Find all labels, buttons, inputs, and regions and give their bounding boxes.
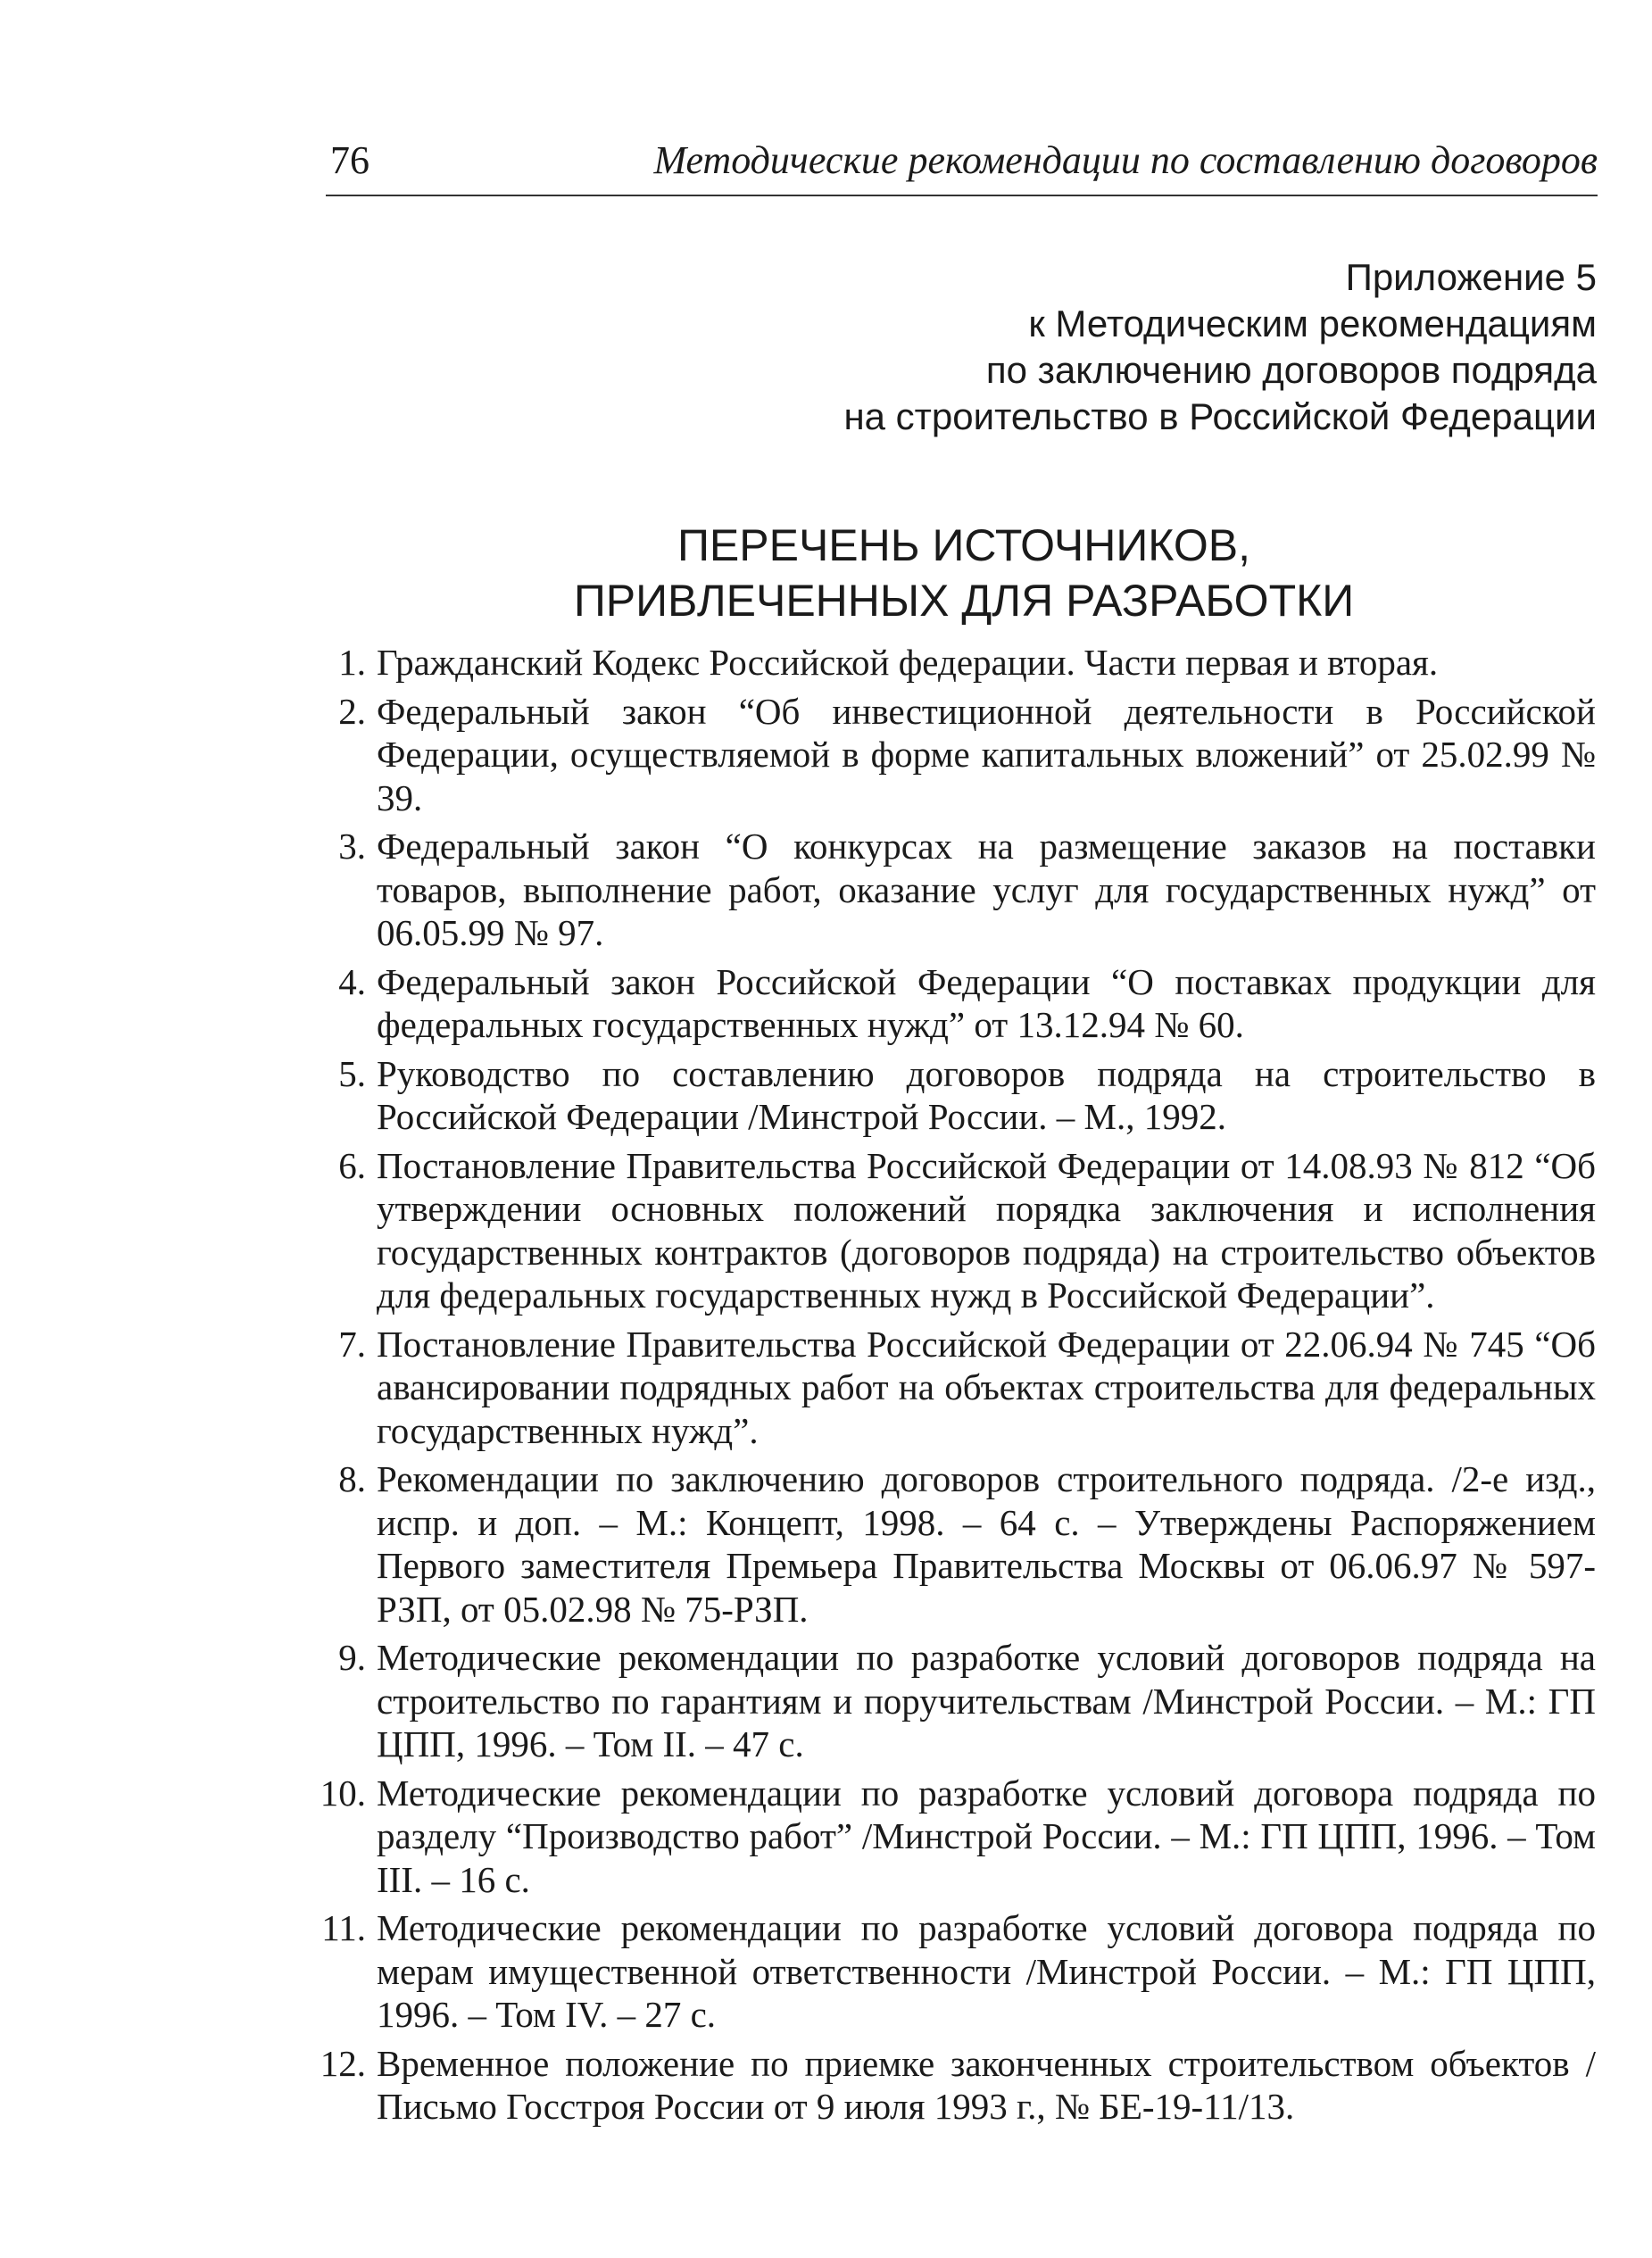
item-number: 9. (338, 1637, 366, 1678)
item-number: 3. (338, 826, 366, 867)
item-number: 2. (338, 690, 366, 732)
item-number: 10. (320, 1772, 366, 1814)
appendix-caption (843, 254, 1597, 440)
item-text: Методические рекомендации по разработке условий договора подряда по разделу “Производство работ” /Минстрой России. – М.: ГП ЦПП, 1996. – Том III. – 16 с. (377, 1772, 1596, 1900)
item-number: 4. (338, 960, 366, 1002)
sources-list (303, 641, 1596, 2134)
item-number: 8. (338, 1458, 366, 1499)
running-header (330, 134, 1598, 187)
item-text: Временное положение по приемке законченных строительством объектов /Письмо Госстроя России от 9 июля 1993 г., № БЕ-19-11/13. (377, 2042, 1596, 2127)
item-number: 5. (338, 1052, 366, 1094)
list-item (303, 641, 1596, 685)
list-item (303, 690, 1596, 820)
page-title (330, 518, 1598, 628)
running-title: Методические рекомендации по составлению договоров (653, 138, 1598, 182)
item-number: 6. (338, 1144, 366, 1186)
item-text: Постановление Правительства Российской Федерации от 14.08.93 № 812 “Об утверждении основных положений порядка заключения и исполнения государственных контрактов (договоров подряда) на строительство объектов для федеральных государственных нужд в Российской Федерации”. (377, 1144, 1596, 1316)
title-line: ПЕРЕЧЕНЬ ИСТОЧНИКОВ, (677, 520, 1251, 570)
appendix-line: к Методическим рекомендациям (1028, 303, 1597, 345)
list-item (303, 825, 1596, 955)
list-item (303, 960, 1596, 1047)
item-number: 1. (338, 642, 366, 683)
header-divider (326, 195, 1598, 196)
list-item (303, 1052, 1596, 1139)
appendix-line: на строительство в Российской Федерации (843, 395, 1597, 437)
list-item (303, 1772, 1596, 1902)
item-text: Федеральный закон Российской Федерации “О поставках продукции для федеральных государственных нужд” от 13.12.94 № 60. (377, 960, 1596, 1045)
item-text: Гражданский Кодекс Российской федерации. Части первая и вторая. (377, 642, 1439, 683)
item-text: Методические рекомендации по разработке условий договоров подряда на строительство по гарантиям и поручительствам /Минстрой России. – М.: ГП ЦПП, 1996. – Том II. – 47 с. (377, 1637, 1596, 1764)
item-number: 11. (321, 1907, 366, 1948)
list-item (303, 1636, 1596, 1766)
item-text: Рекомендации по заключению договоров строительного подряда. /2-е изд., испр. и доп. – М.: Концепт, 1998. – 64 с. – Утверждены Распоряжением Первого заместителя Премьера Правительства Москвы от 06.06.97 № 597-РЗП, от 05.02.98 № 75-РЗП. (377, 1458, 1596, 1630)
item-text: Федеральный закон “О конкурсах на размещение заказов на поставки товаров, выполнение работ, оказание услуг для государственных нужд” от 06.05.99 № 97. (377, 826, 1596, 953)
appendix-line: Приложение 5 (1345, 256, 1597, 298)
item-text: Методические рекомендации по разработке условий договора подряда по мерам имущественной ответственности /Минстрой России. – М.: ГП ЦПП, 1996. – Том IV. – 27 с. (377, 1907, 1596, 2035)
list-item (303, 1144, 1596, 1317)
list-item (303, 1906, 1596, 2037)
list-item (303, 1323, 1596, 1453)
appendix-line: по заключению договоров подряда (985, 349, 1597, 391)
page-number: 76 (330, 138, 369, 182)
title-line: ПРИВЛЕЧЕННЫХ ДЛЯ РАЗРАБОТКИ (573, 576, 1355, 626)
item-number: 12. (320, 2042, 366, 2084)
item-text: Постановление Правительства Российской Федерации от 22.06.94 № 745 “Об авансировании подрядных работ на объектах строительства для федеральных государственных нужд”. (377, 1323, 1596, 1451)
list-item (303, 1457, 1596, 1631)
item-text: Руководство по составлению договоров подряда на строительство в Российской Федерации /Минстрой России. – М., 1992. (377, 1052, 1596, 1137)
item-text: Федеральный закон “Об инвестиционной деятельности в Российской Федерации, осуществляемой в форме капитальных вложений” от 25.02.99 № 39. (377, 690, 1596, 818)
item-number: 7. (338, 1323, 366, 1365)
list-item (303, 2042, 1596, 2129)
